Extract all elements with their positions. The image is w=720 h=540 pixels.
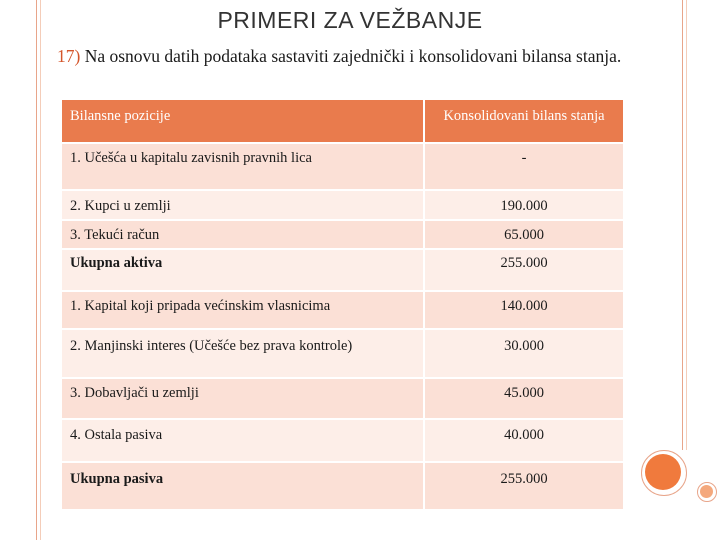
- task-text: Na osnovu datih podataka sastaviti zajednički i konsolidovani bilansa stanja.: [84, 46, 622, 66]
- table-row: [62, 291, 623, 329]
- slide-title: PRIMERI ZA VEŽBANJE: [217, 7, 483, 33]
- row-value: 30.000: [424, 329, 623, 378]
- table-row: [62, 190, 623, 220]
- decor-circle-large-fill: [645, 454, 681, 490]
- table-row: [62, 419, 623, 462]
- frame-line-right: [682, 0, 683, 450]
- table-row-total: [62, 249, 623, 291]
- row-value: 140.000: [424, 291, 623, 329]
- row-label: 3. Tekući račun: [62, 220, 424, 249]
- row-value: 255.000: [424, 249, 623, 291]
- balance-sheet-table: [62, 100, 623, 511]
- row-label: 2. Manjinski interes (Učešće bez prava kontrole): [62, 329, 424, 378]
- table-row: [62, 329, 623, 378]
- column-header: Konsolidovani bilans stanja: [424, 100, 623, 143]
- row-value: 255.000: [424, 462, 623, 510]
- row-label: 1. Kapital koji pripada većinskim vlasnicima: [62, 291, 424, 329]
- row-value: 190.000: [424, 190, 623, 220]
- frame-line-left-inner: [40, 0, 41, 540]
- row-label: 1. Učešća u kapitalu zavisnih pravnih lica: [62, 143, 424, 190]
- task-number: 17): [57, 46, 81, 66]
- row-label: 2. Kupci u zemlji: [62, 190, 424, 220]
- table-header-row: [62, 100, 623, 143]
- row-label: 4. Ostala pasiva: [62, 419, 424, 462]
- table-row: [62, 378, 623, 419]
- row-label: Ukupna aktiva: [62, 249, 424, 291]
- row-label: 3. Dobavljači u zemlji: [62, 378, 424, 419]
- row-value: 40.000: [424, 419, 623, 462]
- decor-circle-small-fill: [700, 485, 713, 498]
- row-value: 45.000: [424, 378, 623, 419]
- task-text-block: [57, 45, 623, 67]
- row-value: -: [424, 143, 623, 190]
- table-row-total: [62, 462, 623, 510]
- column-header: Bilansne pozicije: [62, 100, 424, 143]
- table-row: [62, 143, 623, 190]
- table-row: [62, 220, 623, 249]
- frame-line-left: [36, 0, 37, 540]
- row-label: Ukupna pasiva: [62, 462, 424, 510]
- row-value: 65.000: [424, 220, 623, 249]
- frame-line-right-inner: [686, 0, 687, 450]
